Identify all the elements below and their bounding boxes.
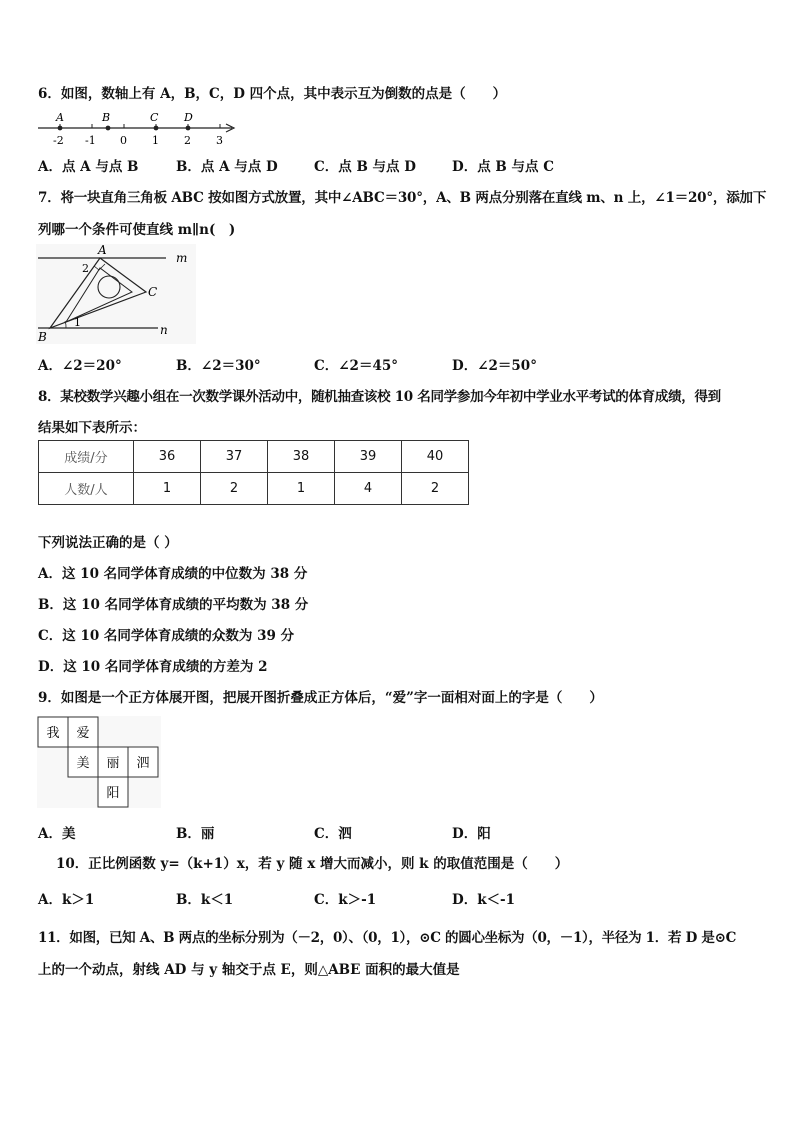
label-angle1: 1 [74,316,81,329]
table-cell: 2 [201,473,268,505]
net-char: 阳 [106,786,120,801]
tick-label: -2 [53,134,64,147]
table-row [39,441,469,473]
q10-option-a: A．k＞1 [38,892,95,908]
net-char: 美 [76,756,90,771]
q7-stem-line2: 列哪一个条件可使直线 m∥n( ) [38,222,236,238]
triangle-figure [36,244,196,344]
q8-prompt: 下列说法正确的是（ ） [38,535,178,551]
table-header-score: 成绩/分 [39,441,134,473]
net-char: 丽 [106,756,120,771]
point-d-dot [186,126,191,131]
point-c-dot [154,126,159,131]
label-m: m [176,251,188,265]
label-angle2: 2 [82,262,89,275]
table-cell: 38 [268,441,335,473]
q7-stem-line1: 7．将一块直角三角板 ABC 按如图方式放置，其中∠ABC＝30°，A、B 两点分别落在直线 m、n 上，∠1＝20°，添加下 [38,190,767,206]
label-a: A [98,244,107,257]
q11-stem-line1: 11．如图，已知 A、B 两点的坐标分别为（－2，0）、（0，1），⊙C 的圆心坐标为（0，－1），半径为 1．若 D 是⊙C [38,930,737,946]
point-label-c: C [150,111,159,124]
label-b: B [38,330,47,344]
q7-option-c: C．∠2＝45° [314,358,398,374]
q9-option-b: B．丽 [176,826,215,842]
table-cell: 40 [402,441,469,473]
q9-option-a: A．美 [38,826,76,842]
tick-label: 3 [216,134,223,147]
table-cell: 39 [335,441,402,473]
number-line-figure [36,108,246,148]
q6-option-c: C．点 B 与点 D [314,159,416,175]
table-header-count: 人数/人 [39,473,134,505]
q8-option-a: A．这 10 名同学体育成绩的中位数为 38 分 [38,566,308,582]
q9-option-c: C．泗 [314,826,352,842]
table-cell: 1 [134,473,201,505]
point-label-a: A [56,111,64,124]
tick-label: -1 [85,134,96,147]
cube-net-figure [37,716,161,808]
tick-label: 1 [152,134,159,147]
q9-stem: 9．如图是一个正方体展开图，把展开图折叠成正方体后，“爱”字一面相对面上的字是（ ） [38,690,603,706]
net-char: 泗 [136,756,150,771]
table-cell: 1 [268,473,335,505]
point-b-dot [106,126,111,131]
q7-option-a: A．∠2＝20° [38,358,122,374]
q8-stem-line2: 结果如下表所示： [38,420,146,436]
q10-option-b: B．k＜1 [176,892,234,908]
q8-option-d: D．这 10 名同学体育成绩的方差为 2 [38,659,268,675]
q7-option-d: D．∠2＝50° [452,358,537,374]
q8-option-c: C．这 10 名同学体育成绩的众数为 39 分 [38,628,295,644]
tick-label: 2 [184,134,191,147]
scores-table [38,440,469,505]
label-n: n [160,323,168,337]
table-row [39,473,469,505]
q6-stem: 6．如图，数轴上有 A，B，C，D 四个点，其中表示互为倒数的点是（ ） [38,86,507,102]
q8-stem-line1: 8．某校数学兴趣小组在一次数学课外活动中，随机抽查该校 10 名同学参加今年初中学业水平考试的体育成绩，得到 [38,389,721,405]
table-cell: 2 [402,473,469,505]
q10-stem: 10．正比例函数 y=（k+1）x，若 y 随 x 增大而减小，则 k 的取值范围是（ ） [56,856,569,872]
net-char: 我 [46,726,60,741]
q9-option-d: D．阳 [452,826,491,842]
table-cell: 4 [335,473,402,505]
table-cell: 37 [201,441,268,473]
label-c: C [148,285,158,299]
q7-option-b: B．∠2＝30° [176,358,261,374]
point-label-b: B [102,111,111,124]
q10-option-c: C．k＞-1 [314,892,377,908]
q11-stem-line2: 上的一个动点，射线 AD 与 y 轴交于点 E，则△ABE 面积的最大值是 [38,962,460,978]
q10-option-d: D．k＜-1 [452,892,516,908]
q8-option-b: B．这 10 名同学体育成绩的平均数为 38 分 [38,597,309,613]
table-cell: 36 [134,441,201,473]
q6-option-a: A．点 A 与点 B [38,159,139,175]
tick-label: 0 [120,134,127,147]
point-a-dot [58,126,63,131]
q6-option-b: B．点 A 与点 D [176,159,278,175]
point-label-d: D [184,111,193,124]
q6-option-d: D．点 B 与点 C [452,159,554,175]
net-char: 爱 [76,726,90,741]
